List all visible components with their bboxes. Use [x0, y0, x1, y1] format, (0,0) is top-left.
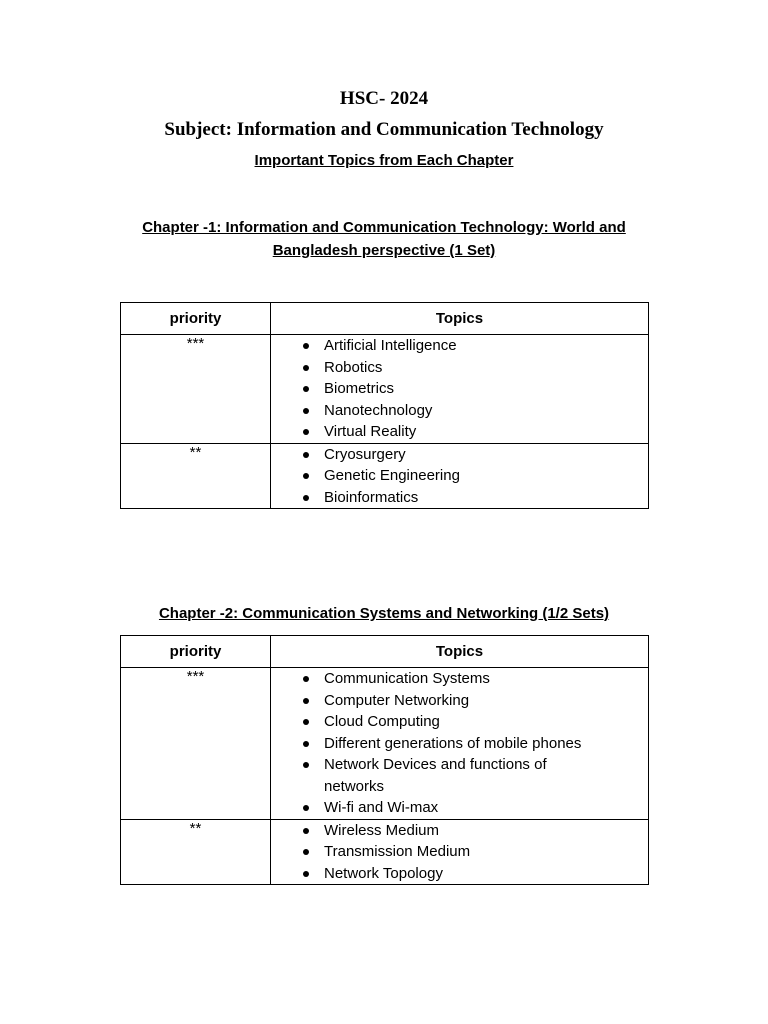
table-header-row — [121, 303, 649, 335]
list-item: Genetic Engineering — [303, 465, 648, 487]
priority-cell: *** — [121, 335, 271, 444]
list-item: Different generations of mobile phones — [303, 733, 648, 755]
topic-list — [271, 820, 648, 885]
list-item: Artificial Intelligence — [303, 335, 648, 357]
subject-heading: Subject: Information and Communication Technology — [164, 119, 604, 140]
document-title: HSC- 2024 — [339, 88, 429, 109]
list-item: Network Devices and functions of networks — [303, 754, 648, 797]
table-row — [121, 668, 649, 820]
priority-cell: ** — [121, 819, 271, 885]
chapter-1-topics-table — [120, 302, 649, 509]
topic-list — [271, 335, 648, 443]
topics-column-header: Topics — [271, 636, 649, 668]
topics-cell — [271, 443, 649, 509]
priority-cell: ** — [121, 443, 271, 509]
list-item: Network Topology — [303, 863, 648, 885]
list-item: Cryosurgery — [303, 444, 648, 466]
table-row — [121, 335, 649, 444]
topics-cell — [271, 335, 649, 444]
list-item: Biometrics — [303, 378, 648, 400]
list-item: Bioinformatics — [303, 487, 648, 509]
list-item: Communication Systems — [303, 668, 648, 690]
priority-column-header: priority — [121, 303, 271, 335]
list-item: Wireless Medium — [303, 820, 648, 842]
topics-column-header: Topics — [271, 303, 649, 335]
table-row — [121, 819, 649, 885]
topics-cell — [271, 668, 649, 820]
chapter-2-heading: Chapter -2: Communication Systems and Networking (1/2 Sets) — [158, 605, 610, 622]
document-subtitle: Important Topics from Each Chapter — [254, 152, 514, 169]
priority-column-header: priority — [121, 636, 271, 668]
list-item: Transmission Medium — [303, 841, 648, 863]
list-item: Cloud Computing — [303, 711, 648, 733]
table-row — [121, 443, 649, 509]
topic-list — [271, 668, 648, 819]
topic-list — [271, 444, 648, 509]
topics-cell — [271, 819, 649, 885]
list-item: Nanotechnology — [303, 400, 648, 422]
list-item: Virtual Reality — [303, 421, 648, 443]
list-item: Wi-fi and Wi-max — [303, 797, 648, 819]
table-header-row — [121, 636, 649, 668]
chapter-1-heading: Chapter -1: Information and Communication Technology: World and Bangladesh perspective (1 Set) — [142, 219, 626, 259]
chapter-2-topics-table — [120, 635, 649, 885]
list-item: Robotics — [303, 357, 648, 379]
priority-cell: *** — [121, 668, 271, 820]
list-item: Computer Networking — [303, 690, 648, 712]
